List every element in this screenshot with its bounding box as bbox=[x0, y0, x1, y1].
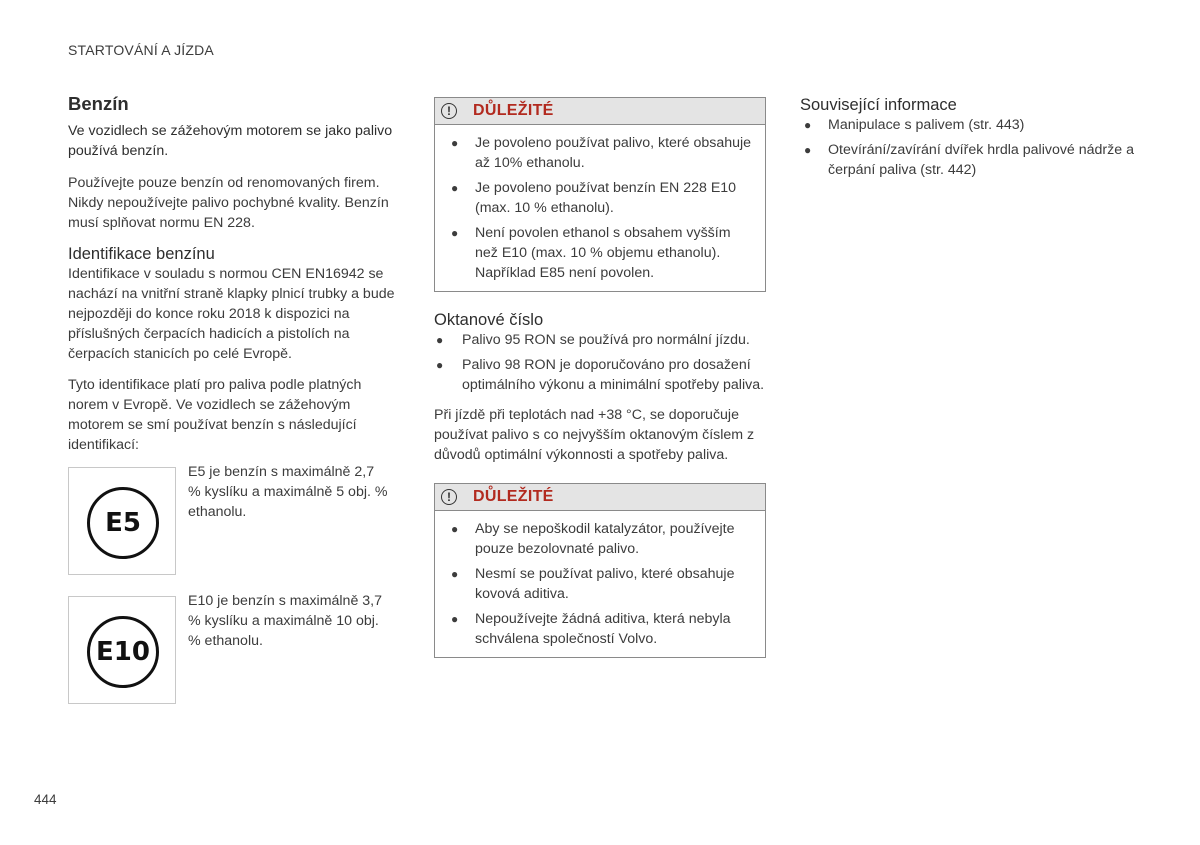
list-item: ● Není povolen ethanol s obsahem vyšším než E10 (max. 10 % objemu ethanolu). Například E85 není povolen. bbox=[451, 225, 731, 281]
list-item: ● Nepoužívejte žádná aditiva, která nebyla schválena společností Volvo. bbox=[451, 611, 731, 647]
bullet-icon: ● bbox=[451, 226, 459, 240]
exclamation-circle-icon: ! bbox=[441, 489, 457, 505]
running-head: STARTOVÁNÍ A JÍZDA bbox=[68, 42, 214, 58]
bullet-icon: ● bbox=[451, 612, 459, 626]
bullet-icon: ● bbox=[451, 522, 459, 536]
badge-label: E5 bbox=[105, 508, 141, 538]
column-important bbox=[434, 97, 766, 676]
intro-text: Ve vozidlech se zážehovým motorem se jako palivo používá benzín. bbox=[68, 123, 393, 159]
important-header bbox=[435, 484, 765, 511]
related-info-list bbox=[800, 115, 1150, 180]
bullet-icon: ● bbox=[436, 358, 444, 372]
important-box-additives bbox=[434, 483, 766, 658]
bullet-icon: ● bbox=[804, 143, 812, 157]
e5-fuel-label-icon bbox=[87, 487, 159, 559]
important-title: DŮLEŽITÉ bbox=[473, 102, 554, 119]
related-link-fuel-handling[interactable]: ● Manipulace s palivem (str. 443) bbox=[804, 117, 1025, 133]
paragraph-quality: Používejte pouze benzín od renomovaných firem. Nikdy nepoužívejte palivo pochybné kvality. Benzín musí splňovat normu EN 228. bbox=[68, 175, 389, 231]
fuel-badge-e10 bbox=[68, 593, 396, 706]
paragraph-identification: Identifikace v souladu s normou CEN EN16942 se nachází na vnitřní straně klapky plnicí trubky a bude nejpozději do konce roku 2018 k dispozici na příslušných čerpacích hadicích a pistolích na čerpacích stanicích po celé Evropě. bbox=[68, 266, 395, 362]
octane-list bbox=[434, 330, 766, 395]
list-item: ● Je povoleno používat palivo, které obsahuje až 10% ethanolu. bbox=[451, 135, 752, 171]
list-item: ● Nesmí se používat palivo, které obsahuje kovová aditiva. bbox=[451, 566, 735, 602]
paragraph-identification-validity: Tyto identifikace platí pro paliva podle platných norem v Evropě. Ve vozidlech se zážehovým motorem se smí používat benzín s následující identifikací: bbox=[68, 377, 362, 453]
bullet-icon: ● bbox=[451, 567, 459, 581]
column-benzin bbox=[68, 92, 396, 706]
important-list bbox=[435, 125, 765, 291]
list-item: ● Je povoleno používat benzín EN 228 E10 (max. 10 % ethanolu). bbox=[451, 180, 737, 216]
page-number: 444 bbox=[34, 792, 57, 807]
related-info-heading: Související informace bbox=[800, 96, 957, 114]
important-list bbox=[435, 511, 765, 657]
list-item: ● Palivo 98 RON je doporučováno pro dosažení optimálního výkonu a minimální spotřeby paliva. bbox=[436, 357, 765, 393]
list-item: ● Palivo 95 RON se používá pro normální jízdu. bbox=[436, 332, 750, 348]
badge-description: E5 je benzín s maximálně 2,7 % kyslíku a maximálně 5 obj. % ethanolu. bbox=[188, 464, 388, 520]
subheading-identification: Identifikace benzínu bbox=[68, 245, 215, 263]
paragraph-octane-heat: Při jízdě při teplotách nad +38 °C, se doporučuje používat palivo s co nejvyšším oktanovým číslem z důvodů optimální výkonnosti a spotřeby paliva. bbox=[434, 407, 755, 463]
important-title: DŮLEŽITÉ bbox=[473, 488, 554, 505]
e10-fuel-label-icon bbox=[87, 616, 159, 688]
important-header bbox=[435, 98, 765, 125]
bullet-icon: ● bbox=[451, 136, 459, 150]
bullet-icon: ● bbox=[451, 181, 459, 195]
related-link-fuel-filler[interactable]: ● Otevírání/zavírání dvířek hrdla palivové nádrže a čerpání paliva (str. 442) bbox=[804, 142, 1134, 178]
subheading-octane: Oktanové číslo bbox=[434, 311, 544, 329]
exclamation-circle-icon: ! bbox=[441, 103, 457, 119]
badge-frame bbox=[68, 467, 176, 575]
important-box-ethanol bbox=[434, 97, 766, 292]
column-related-info bbox=[800, 95, 1150, 180]
list-item: ● Aby se nepoškodil katalyzátor, používejte pouze bezolovnaté palivo. bbox=[451, 521, 735, 557]
section-title-benzin: Benzín bbox=[68, 93, 129, 114]
fuel-badge-e5 bbox=[68, 464, 396, 577]
bullet-icon: ● bbox=[804, 118, 812, 132]
badge-frame bbox=[68, 596, 176, 704]
bullet-icon: ● bbox=[436, 333, 444, 347]
badge-description: E10 je benzín s maximálně 3,7 % kyslíku a maximálně 10 obj. % ethanolu. bbox=[188, 593, 383, 649]
badge-label: E10 bbox=[96, 637, 150, 667]
